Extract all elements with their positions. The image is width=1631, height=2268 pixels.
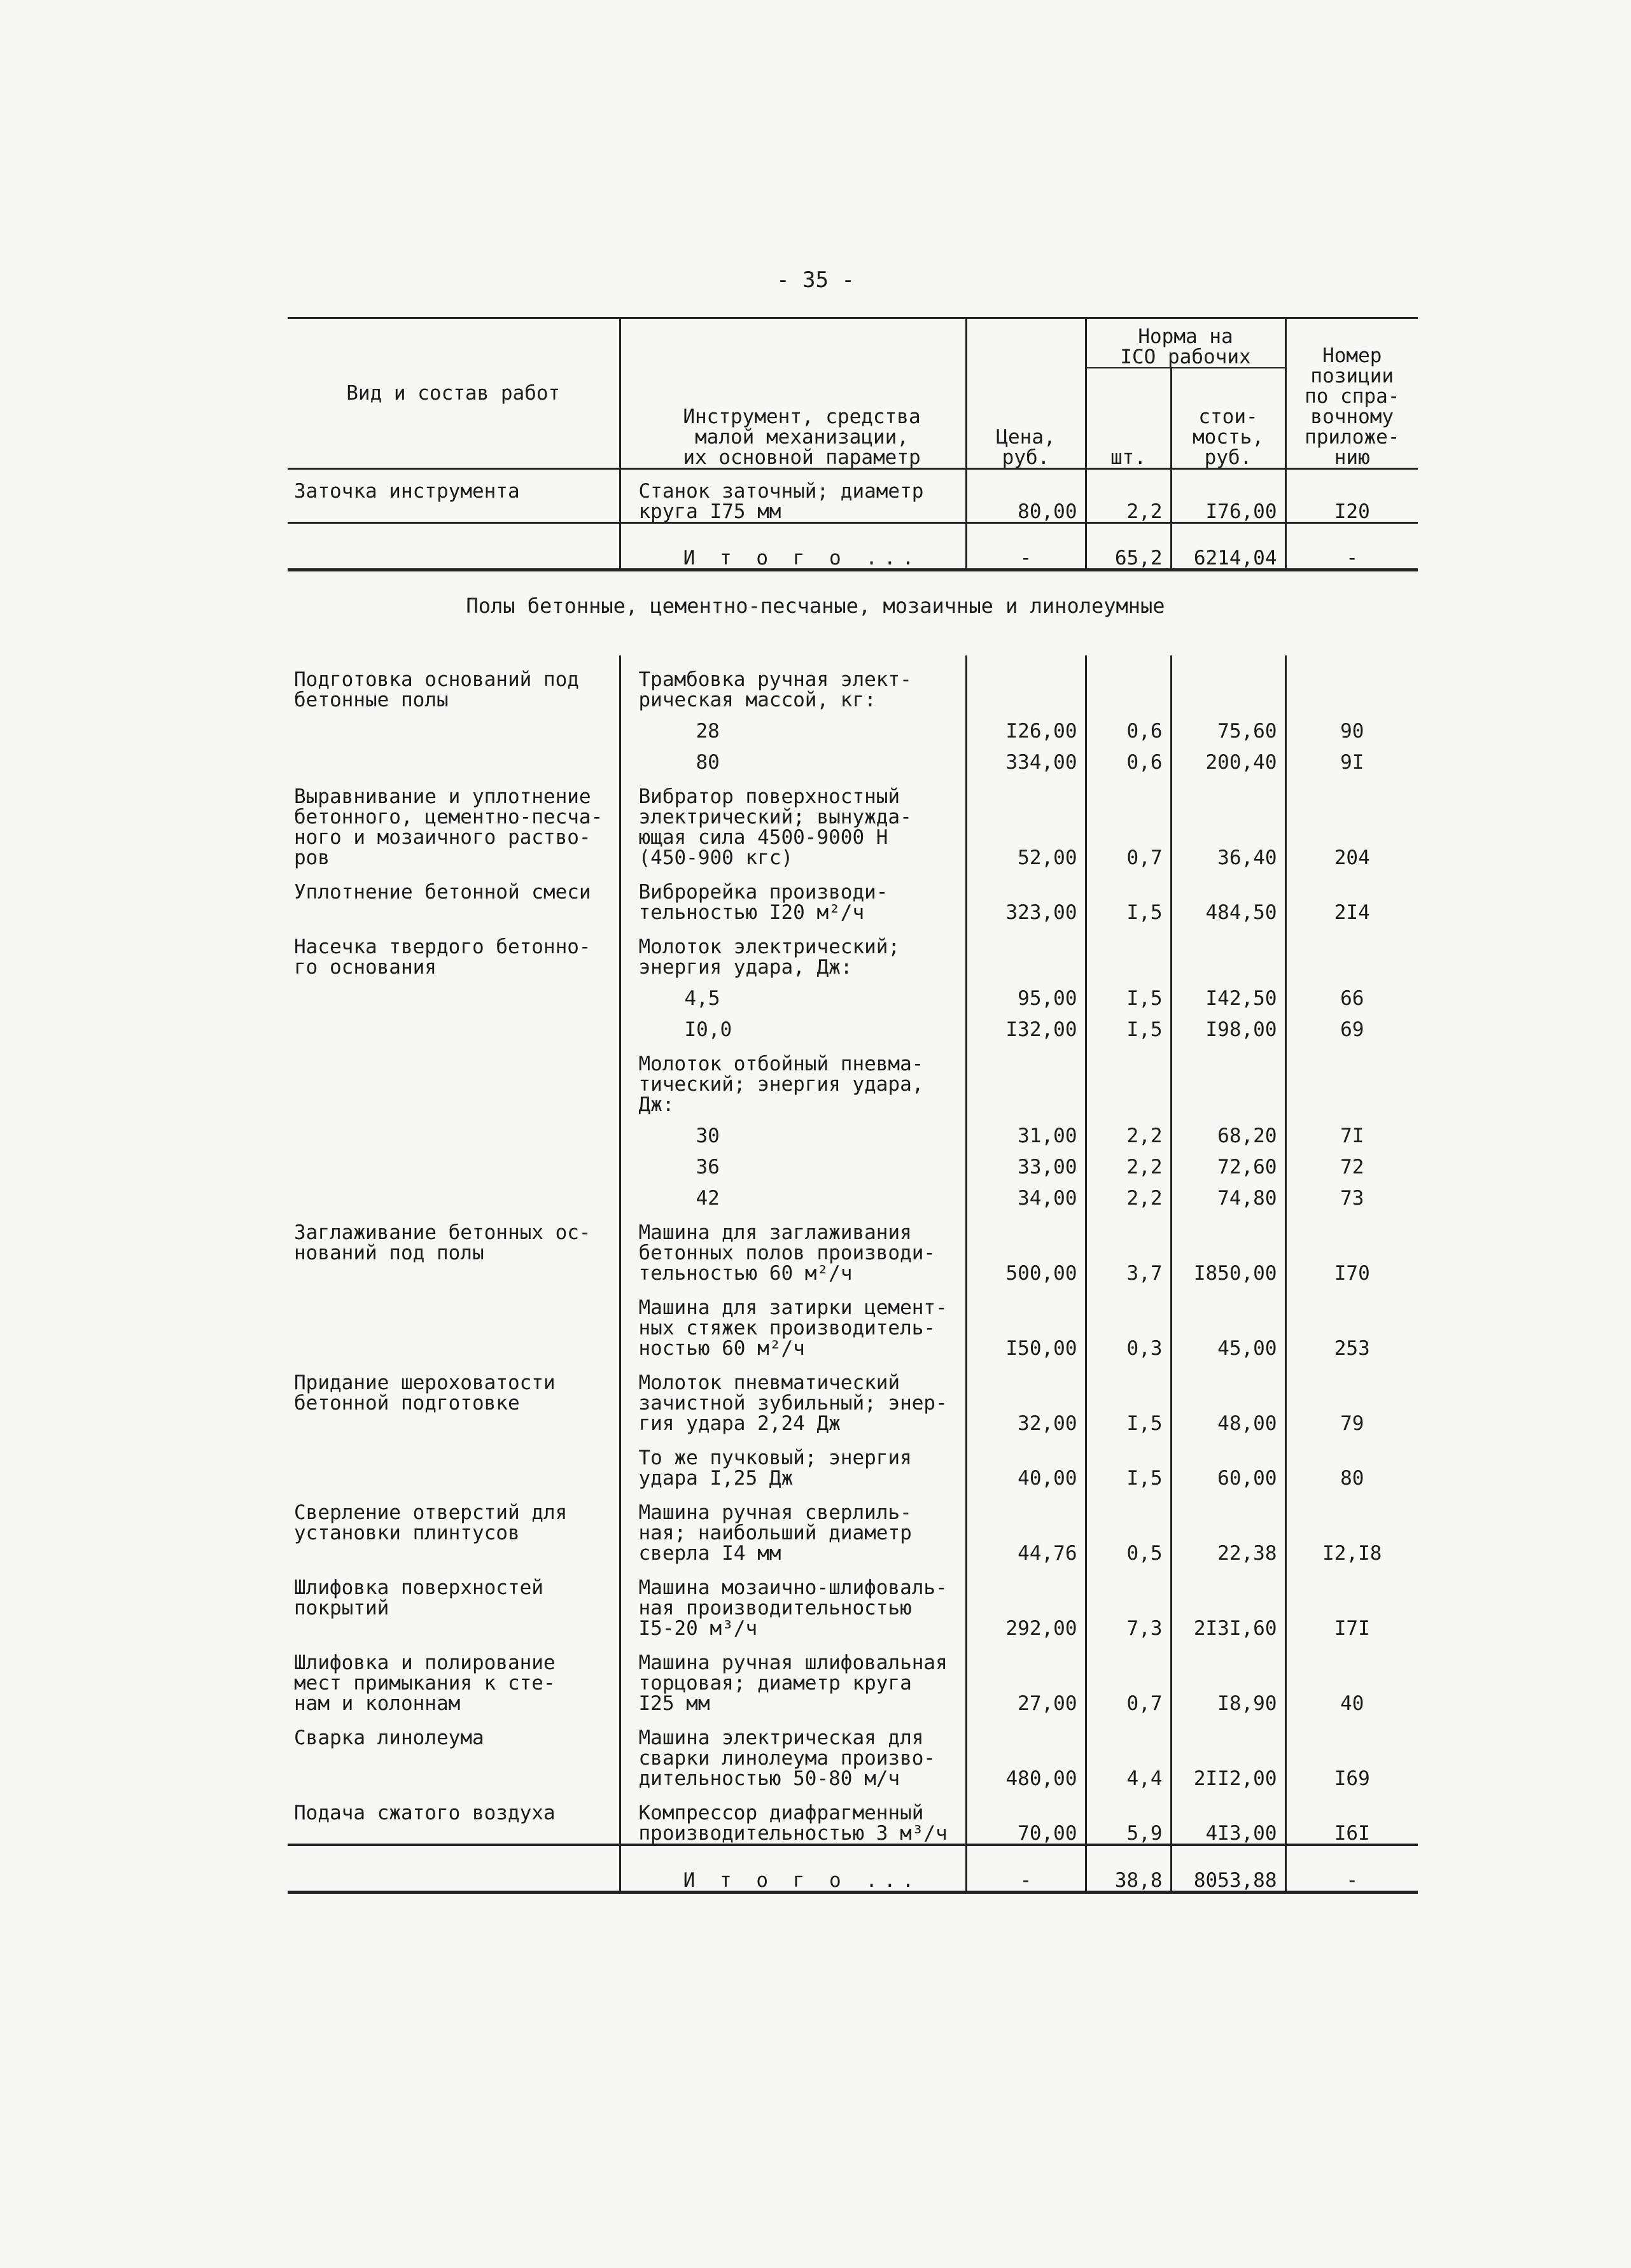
tool-cell: Станок заточный; диаметр круга I75 мм	[620, 468, 966, 522]
total-label: И т о г о ...	[620, 1845, 966, 1893]
price-cell: 27,00	[966, 1639, 1086, 1714]
empty-cell	[1086, 655, 1171, 710]
top-table	[288, 317, 1418, 571]
tool-cell: Виброрейка производи- тельностью I20 м²/ч	[620, 868, 966, 923]
qty-cell: 0,6	[1086, 710, 1171, 741]
work-cell: Заточка инструмента	[294, 479, 520, 503]
tool-sub-label: I0,0	[620, 1009, 966, 1040]
tool-cell: Машина для заглаживания бетонных полов производи- тельностью 60 м²/ч	[620, 1208, 966, 1284]
work-cell: Выравнивание и уплотнение бетонного, цементно-песча- ного и мозаичного раство- ров	[294, 785, 603, 869]
cost-cell: 484,50	[1171, 868, 1285, 923]
position-cell: 40	[1285, 1639, 1418, 1714]
price-cell: 34,00	[966, 1177, 1086, 1208]
header-tool: Инструмент, средства малой механизации, их основной параметр	[620, 318, 966, 469]
qty-cell: 0,7	[1086, 1639, 1171, 1714]
total-cost: 8053,88	[1171, 1845, 1285, 1893]
total-position: -	[1285, 1845, 1418, 1893]
position-cell: 9I	[1285, 741, 1418, 773]
table-row	[288, 923, 1418, 977]
position-cell: 72	[1285, 1146, 1418, 1177]
table-row	[288, 1359, 1418, 1434]
price-cell: I32,00	[966, 1009, 1086, 1040]
work-cell: Подготовка оснований под бетонные полы	[294, 668, 579, 711]
total-price: -	[966, 522, 1086, 570]
cost-cell: I850,00	[1171, 1208, 1285, 1284]
price-cell: 323,00	[966, 868, 1086, 923]
tool-sub-label: 28	[620, 710, 966, 741]
qty-cell: 3,7	[1086, 1208, 1171, 1284]
total-spacer	[288, 1845, 620, 1893]
cost-cell: 75,60	[1171, 710, 1285, 741]
price-cell: 334,00	[966, 741, 1086, 773]
qty-cell: 0,3	[1086, 1284, 1171, 1359]
tool-cell: Компрессор диафрагменный производительностью 3 м³/ч	[620, 1789, 966, 1845]
empty-cell	[966, 923, 1086, 977]
cost-cell: 48,00	[1171, 1359, 1285, 1434]
qty-cell: 0,6	[1086, 741, 1171, 773]
work-cell: Шлифовка и полирование мест примыкания к сте- нам и колоннам	[294, 1651, 556, 1715]
tool-sub-label: 30	[620, 1115, 966, 1146]
tool-cell: Машина мозаично-шлифоваль- ная производительностью I5-20 м³/ч	[620, 1564, 966, 1639]
cost-cell: I98,00	[1171, 1009, 1285, 1040]
price-cell: 95,00	[966, 977, 1086, 1009]
price-cell: I26,00	[966, 710, 1086, 741]
work-cell: Сварка линолеума	[294, 1726, 484, 1749]
cost-cell: 22,38	[1171, 1488, 1285, 1564]
header-qty: шт.	[1086, 368, 1171, 468]
table-row	[288, 1639, 1418, 1714]
total-cost: 6214,04	[1171, 522, 1285, 570]
cost-cell: 4I3,00	[1171, 1789, 1285, 1845]
position-cell: 2I4	[1285, 868, 1418, 923]
tool-sub-label: 80	[620, 741, 966, 773]
price-cell: 292,00	[966, 1564, 1086, 1639]
price-cell: 40,00	[966, 1434, 1086, 1488]
table-row	[288, 1040, 1418, 1115]
work-cell	[288, 1284, 620, 1359]
total-position: -	[1285, 522, 1418, 570]
tool-cell: Вибратор поверхностный электрический; вынужда- ющая сила 4500-9000 Н (450-900 кгс)	[620, 773, 966, 868]
qty-cell: 5,9	[1086, 1789, 1171, 1845]
tool-sub-label: 42	[620, 1177, 966, 1208]
main-total-row	[288, 1845, 1418, 1893]
work-cell: Шлифовка поверхностей покрытий	[294, 1576, 543, 1620]
work-cell: Сверление отверстий для установки плинтусов	[294, 1501, 568, 1544]
position-cell: I20	[1285, 468, 1418, 522]
header-work: Вид и состав работ	[288, 318, 620, 469]
cost-cell: 60,00	[1171, 1434, 1285, 1488]
position-cell: 66	[1285, 977, 1418, 1009]
table-row	[288, 1789, 1418, 1845]
empty-cell	[1285, 923, 1418, 977]
tool-sub-label: 4,5	[620, 977, 966, 1009]
table-row	[288, 1488, 1418, 1564]
qty-cell: I,5	[1086, 977, 1171, 1009]
table-row	[288, 1284, 1418, 1359]
empty-cell	[966, 1040, 1086, 1115]
price-cell: 480,00	[966, 1714, 1086, 1789]
tool-cell: Машина электрическая для сварки линолеума произво- дительностью 50-80 м/ч	[620, 1714, 966, 1789]
cost-cell: I42,50	[1171, 977, 1285, 1009]
qty-cell: 0,5	[1086, 1488, 1171, 1564]
work-cell: Придание шероховатости бетонной подготовке	[294, 1371, 556, 1415]
tool-cell: Молоток электрический; энергия удара, Дж:	[620, 923, 966, 977]
empty-cell	[1171, 923, 1285, 977]
qty-cell: I,5	[1086, 1009, 1171, 1040]
table-row	[288, 468, 1418, 522]
tool-cell: Молоток пневматический зачистной зубильный; энер- гия удара 2,24 Дж	[620, 1359, 966, 1434]
position-cell: 253	[1285, 1284, 1418, 1359]
section-title: Полы бетонные, цементно-песчаные, мозаичные и линолеумные	[466, 594, 1165, 618]
header-cost: стои- мость, руб.	[1171, 368, 1285, 468]
page-number: - 35 -	[776, 267, 855, 293]
cost-cell: 68,20	[1171, 1115, 1285, 1146]
position-cell: I6I	[1285, 1789, 1418, 1845]
total-qty: 38,8	[1086, 1845, 1171, 1893]
position-cell: I70	[1285, 1208, 1418, 1284]
cost-cell: 2II2,00	[1171, 1714, 1285, 1789]
cost-cell: I76,00	[1171, 468, 1285, 522]
position-cell: I2,I8	[1285, 1488, 1418, 1564]
empty-cell	[1285, 1040, 1418, 1115]
table-row	[288, 1434, 1418, 1488]
cost-cell: 72,60	[1171, 1146, 1285, 1177]
position-cell: 80	[1285, 1434, 1418, 1488]
price-cell: 32,00	[966, 1359, 1086, 1434]
qty-cell: I,5	[1086, 868, 1171, 923]
table-row	[288, 1564, 1418, 1639]
qty-cell: 7,3	[1086, 1564, 1171, 1639]
price-cell: I50,00	[966, 1284, 1086, 1359]
position-cell: 7I	[1285, 1115, 1418, 1146]
position-cell: I69	[1285, 1714, 1418, 1789]
work-cell: Насечка твердого бетонно- го основания	[294, 935, 591, 979]
cost-cell: 36,40	[1171, 773, 1285, 868]
header-row	[288, 318, 1418, 368]
total-label: И т о г о ...	[620, 522, 966, 570]
main-table	[288, 655, 1418, 1894]
tool-cell: То же пучковый; энергия удара I,25 Дж	[620, 1434, 966, 1488]
empty-cell	[1086, 923, 1171, 977]
position-cell: 90	[1285, 710, 1418, 741]
position-cell: I7I	[1285, 1564, 1418, 1639]
table-row	[288, 1208, 1418, 1284]
price-cell: 80,00	[966, 468, 1086, 522]
price-cell: 500,00	[966, 1208, 1086, 1284]
total-qty: 65,2	[1086, 522, 1171, 570]
work-cell: Подача сжатого воздуха	[294, 1802, 556, 1824]
price-cell: 44,76	[966, 1488, 1086, 1564]
position-cell: 69	[1285, 1009, 1418, 1040]
price-cell: 31,00	[966, 1115, 1086, 1146]
qty-cell: 0,7	[1086, 773, 1171, 868]
header-price: Цена, руб.	[966, 318, 1086, 469]
qty-cell: 2,2	[1086, 1146, 1171, 1177]
tool-sub-label: 36	[620, 1146, 966, 1177]
cost-cell: 45,00	[1171, 1284, 1285, 1359]
empty-cell	[1171, 655, 1285, 710]
work-cell	[288, 1434, 620, 1488]
position-cell: 73	[1285, 1177, 1418, 1208]
cost-cell: 74,80	[1171, 1177, 1285, 1208]
total-price: -	[966, 1845, 1086, 1893]
position-cell: 204	[1285, 773, 1418, 868]
empty-cell	[1171, 1040, 1285, 1115]
qty-cell: I,5	[1086, 1434, 1171, 1488]
tool-cell: Трамбовка ручная элект- рическая массой, кг:	[620, 655, 966, 710]
cost-cell: 200,40	[1171, 741, 1285, 773]
price-cell: 33,00	[966, 1146, 1086, 1177]
qty-cell: 2,2	[1086, 1115, 1171, 1146]
empty-cell	[1285, 655, 1418, 710]
table-row	[288, 655, 1418, 710]
table-row	[288, 1714, 1418, 1789]
work-cell	[288, 1040, 620, 1208]
price-cell: 70,00	[966, 1789, 1086, 1845]
qty-cell: 4,4	[1086, 1714, 1171, 1789]
table-row	[288, 773, 1418, 868]
tool-cell: Машина ручная сверлиль- ная; наибольший диаметр сверла I4 мм	[620, 1488, 966, 1564]
header-norm: Норма на IСО рабочих	[1086, 318, 1285, 368]
qty-cell: 2,2	[1086, 1177, 1171, 1208]
work-cell: Заглаживание бетонных ос- нований под полы	[294, 1221, 591, 1264]
table-row	[288, 868, 1418, 923]
total-spacer	[288, 522, 620, 570]
tool-cell: Машина для затирки цемент- ных стяжек производитель- ностью 60 м²/ч	[620, 1284, 966, 1359]
price-cell: 52,00	[966, 773, 1086, 868]
qty-cell: I,5	[1086, 1359, 1171, 1434]
cost-cell: I8,90	[1171, 1639, 1285, 1714]
top-total-row	[288, 522, 1418, 570]
qty-cell: 2,2	[1086, 468, 1171, 522]
position-cell: 79	[1285, 1359, 1418, 1434]
header-position: Номер позиции по спра- вочному приложе- нию	[1285, 318, 1418, 469]
work-cell: Уплотнение бетонной смеси	[294, 881, 591, 904]
empty-cell	[966, 655, 1086, 710]
cost-cell: 2I3I,60	[1171, 1564, 1285, 1639]
tool-cell: Молоток отбойный пневма- тический; энергия удара, Дж:	[620, 1040, 966, 1115]
empty-cell	[1086, 1040, 1171, 1115]
tool-cell: Машина ручная шлифовальная торцовая; диаметр круга I25 мм	[620, 1639, 966, 1714]
